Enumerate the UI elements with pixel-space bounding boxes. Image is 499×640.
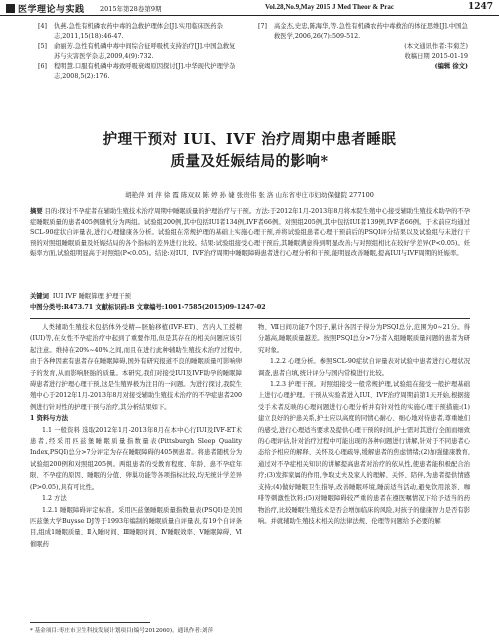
journal-logo: 医学理论与实践 bbox=[6, 2, 85, 15]
abstract-text: 目的:探讨不孕症者在辅助生殖技术治疗周期中睡眠质量的护理治疗与干预。方法:于2012年1月-2013年8月将本院生殖中心接受辅助生殖技术助孕的不孕症睡眠质量的患者405例随机分为两组。试验组200例,其中包括IUI者134例,IVF者66例。对照组205例,其中包括IUI者139例,IVF者66例。于术前应均通过SCL-90症状自评量表,进行心理健康各分析。试验组在常规护理的基础上实施心理干预,并将试验组患者心理干预前后的PSQI评分结果以及试验组与未进行干预的对照组睡眠质量及妊娠结局的各个指标的差异进行比较。结果:试验组接受心理干预后,其睡眠满意得到明显改善;与对照组相比在较好学差异(P<0.05)。妊娠率方面,试验组明显高于对照组(P<0.05)。结论:对IUI、IVF治疗周期中睡眠障碍患者进行心理分析和干预,能明显改善睡眠,提高IUI与IVF周期的妊娠率。 bbox=[30, 208, 471, 258]
body-column-left bbox=[30, 322, 242, 550]
section-heading: 1 资料与方法 bbox=[30, 415, 69, 423]
body-paragraph: 1.2.1 睡眠障碍评定标准。采用匹兹堡睡眠质量指数量表(PSQI)是美国匹兹堡大学Buysse DJ等于1993年编制的睡眠质量自评量表,有19个自评条目,组成1睡眠质量、Ⅱ入睡时间、Ⅲ睡眠时间、Ⅳ睡眠效率、Ⅴ睡眠障碍、Ⅵ催眠药 bbox=[30, 506, 242, 548]
received-date: 收稿日期 2015-01-19 bbox=[404, 53, 468, 60]
journal-info: Vol.28,No.9,May 2015 J Med Theor & Prac bbox=[265, 3, 394, 11]
journal-logo-icon bbox=[6, 4, 15, 13]
abstract bbox=[30, 207, 470, 260]
page-number: 1247 bbox=[468, 2, 494, 12]
issue-info: 2015年第28卷第9期 bbox=[100, 5, 162, 13]
article-title-line-1: 护理干预对 IUI、IVF 治疗周期中患者睡眠 bbox=[102, 131, 397, 148]
abstract-label: 摘要 bbox=[30, 208, 43, 215]
footnote-rule bbox=[30, 622, 150, 623]
body-paragraph: 物、Ⅶ日间功能7个因子,累计各因子得分为PSQI总分,范围为0~21分。得分越高,睡眠质量越差。按照PSQI总分>7分者入组睡眠质量问题的患者为研究对象。 bbox=[258, 324, 470, 354]
keywords-label: 关键词 bbox=[30, 293, 49, 300]
references-left bbox=[38, 22, 238, 82]
authors-affiliation: 胡艳萍 刘 萍 徐 霞 陈双双 陈 婷 孙 婕 张贵伟 张 洛 山东省枣庄市妇幼保健院 277100 bbox=[125, 191, 374, 199]
corresponding-author-note: (本文通讯作者:韦菊芝) bbox=[404, 43, 468, 50]
body-paragraph: 1.2 方法 bbox=[42, 495, 67, 503]
body-column-right bbox=[258, 322, 470, 527]
reference-item: [6] 程明慧.口服有机磷中毒致呼吸衰竭原因探讨[J].中华现代护理学杂志,2008,5(2):176. bbox=[38, 63, 236, 80]
body-paragraph: 1.1 一般资料 选取2012年1月-2013年8月在本中心行IUI及IVF-ET术患者,经采用匹兹堡睡眠质量指数量表(Pittsburgh Sleep Quality Index,PSQI)总分>7分评定为存在睡眠障碍的405例患者。将患者随机分为试验组200例和对照组205例。两组患者的受教育程度、年龄、患不孕症年限、不孕症的原因、睡眠的分值、卵巢功能等各项指标比较,均无统计学差异(P>0.05),具有可比性。 bbox=[30, 426, 242, 491]
reference-item: [5] 俞丽芳.急性有机磷中毒中间综合征呼吸机支持治疗[J].中国急救复苏与灾害医学杂志,2009,4(9):732. bbox=[38, 43, 236, 60]
body-paragraph: 人类辅助生殖技术包括体外受精—胚胎移植(IVF-ET)、宫内人工授精(IUI)等,在女性不孕症治疗中起到了重要作用,但是其存在的相关问题应该引起注意。维持在20%~40%之间,而且在进行此种辅助生殖技术治疗过程中,由于各种因素有患者存在睡眠障碍,国外有研究报道不良的睡眠质量可影响卵子的发育,从而影响胚胎的质量。本研究,我们对接受IUI及IVF助孕的睡眠障碍患者进行护理心理干预,这是生殖界极为注目的一问题。为进行探讨,我院生殖中心于2012年1月-2013年8月对接受辅助生殖技术治疗的不孕症患者200例进行针对性的护理干预与治疗,其分析结果如下。 bbox=[30, 324, 242, 411]
classification-line: 中图分类号:R473.71 文献标识码:B 文章编号:1001-7585(2015)09-1247-02 bbox=[30, 304, 266, 311]
section-divider bbox=[30, 318, 470, 319]
body-paragraph: 1.2.3 护理干预。对照组接受一般常规护理,试验组在接受一般护理基础上进行心理护理。干预从实验者进入IUI、IVF治疗周期前第1天开始,根据接受手术者反映的心理问题进行心理分析并有针对性的实施心理干预措施:(1)建立良好的护患关系,护士应以高度的同情心耐心、细心地对待患者,尊重她们的感受,进行心理适当要求及提供心理干预的时间,护士需对其进行全面而细致的心理评估,针对治疗过程中可能出现的各种问题进行讲解,针对于不同患者心态给予相应的解释、关怀及心理疏导,缓解患者的焦虑情绪;(2)加强健康教育,通过对不孕症相关知识的讲解提高患者对治疗的依从性,使患者能积极配合治疗;(3)发挥家属的作用,争取丈夫及家人的理解、关怀、陪伴,为患者提供情感支持;(4)做好睡眠卫生指导,改善睡眠环境,睡前适当活动,避免饮用浓茶、咖啡等刺激性饮料;(5)对睡眠障碍较严重的患者在遵医嘱情况下给予适当的药物治疗,比较睡眠生殖技术是否会增加临床的风险,对孩子的健康智力是否有影响。并就辅助生殖技术相关的法律法规、伦理等问题给予必要的解 bbox=[258, 381, 470, 525]
footnote: * 基金项目:枣庄市卫生科技发展计划项目(编号2012060)。通讯作者:刘萍 bbox=[30, 628, 214, 634]
running-header bbox=[0, 0, 499, 16]
editor-note: (编辑 徐文) bbox=[434, 63, 468, 70]
article-title-line-2: 质量及妊娠结局的影响* bbox=[170, 153, 329, 170]
body-paragraph: 1.2.2 心理分析。参照SCL-90症状自评量表对试验中患者进行心理状况调查,患者自填,统计评分与国内常模进行比较。 bbox=[258, 358, 470, 377]
reference-item: [4] 仇燕.急性有机磷农药中毒的急救护理体会[J].实用临床医药杂志,2011,15(18):46-47. bbox=[38, 23, 223, 40]
keywords: 关键词 IUI IVF 睡眠算理 护理干预 bbox=[30, 293, 131, 300]
references-right bbox=[258, 22, 468, 72]
reference-item: [7] 高金杰,史忠,陈海华,等.急性有机磷农药中毒救治的体征思维[J].中国急救医学,2006,26(7):509-512. bbox=[258, 23, 468, 40]
